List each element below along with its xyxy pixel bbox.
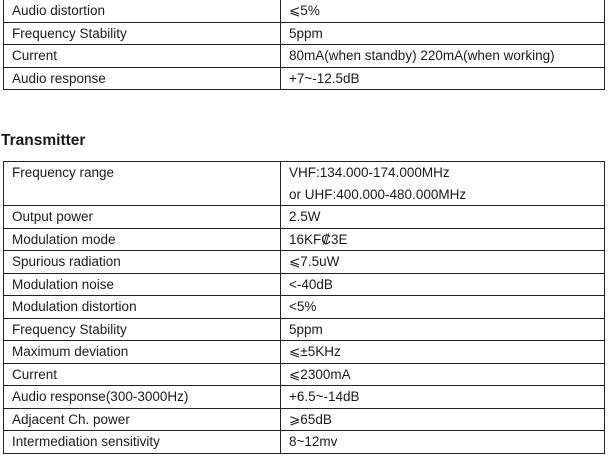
table-row (4, 341, 605, 364)
spec-label: Audio distortion (4, 0, 281, 22)
spec-value: 5ppm (281, 22, 605, 45)
table-row (4, 45, 605, 68)
spec-value: 16KF₡3E (281, 228, 605, 251)
spec-value: +6.5~-14dB (281, 386, 605, 409)
spec-value: <-40dB (281, 273, 605, 296)
spec-value: 8~12mv (281, 431, 605, 454)
spec-value: <5% (281, 296, 605, 319)
spec-label: Frequency Stability (4, 22, 281, 45)
transmitter-spec-table (3, 161, 605, 454)
spec-label: Audio response (4, 67, 281, 90)
spec-label: Current (4, 45, 281, 68)
table-row (4, 296, 605, 319)
table-row (4, 22, 605, 45)
spec-label: Current (4, 363, 281, 386)
spec-label: Audio response(300-3000Hz) (4, 386, 281, 409)
spec-label: Intermediation sensitivity (4, 431, 281, 454)
spec-label: Output power (4, 206, 281, 229)
spec-label: Frequency Stability (4, 318, 281, 341)
spec-label: Spurious radiation (4, 251, 281, 274)
spec-label: Maximum deviation (4, 341, 281, 364)
table-row (4, 0, 605, 22)
table-row (4, 206, 605, 229)
table-row (4, 386, 605, 409)
spec-value (281, 162, 605, 206)
spec-label: Modulation noise (4, 273, 281, 296)
spec-value: 2.5W (281, 206, 605, 229)
table-row (4, 318, 605, 341)
table-row (4, 251, 605, 274)
table-row (4, 228, 605, 251)
receiver-spec-table (3, 0, 605, 90)
spec-value: ⩽2300mA (281, 363, 605, 386)
spec-label: Frequency range (4, 162, 281, 206)
spec-value: 5ppm (281, 318, 605, 341)
spec-value: +7~-12.5dB (281, 67, 605, 90)
table-row (4, 162, 605, 206)
table-row (4, 273, 605, 296)
table-row (4, 431, 605, 454)
section-title-transmitter: Transmitter (1, 132, 86, 149)
spec-value: ⩽±5KHz (281, 341, 605, 364)
spec-value: ⩽5% (281, 0, 605, 22)
spec-label: Modulation distortion (4, 296, 281, 319)
spec-label: Adjacent Ch. power (4, 408, 281, 431)
table-row (4, 363, 605, 386)
spec-label: Modulation mode (4, 228, 281, 251)
spec-value-line: or UHF:400.000-480.000MHz (289, 186, 467, 202)
table-row (4, 67, 605, 90)
table-row (4, 408, 605, 431)
spec-value-line: VHF:134.000-174.000MHz (289, 165, 450, 180)
spec-value: ⩾65dB (281, 408, 605, 431)
spec-value: 80mA(when standby) 220mA(when working) (281, 45, 605, 68)
spec-value: ⩽7.5uW (281, 251, 605, 274)
